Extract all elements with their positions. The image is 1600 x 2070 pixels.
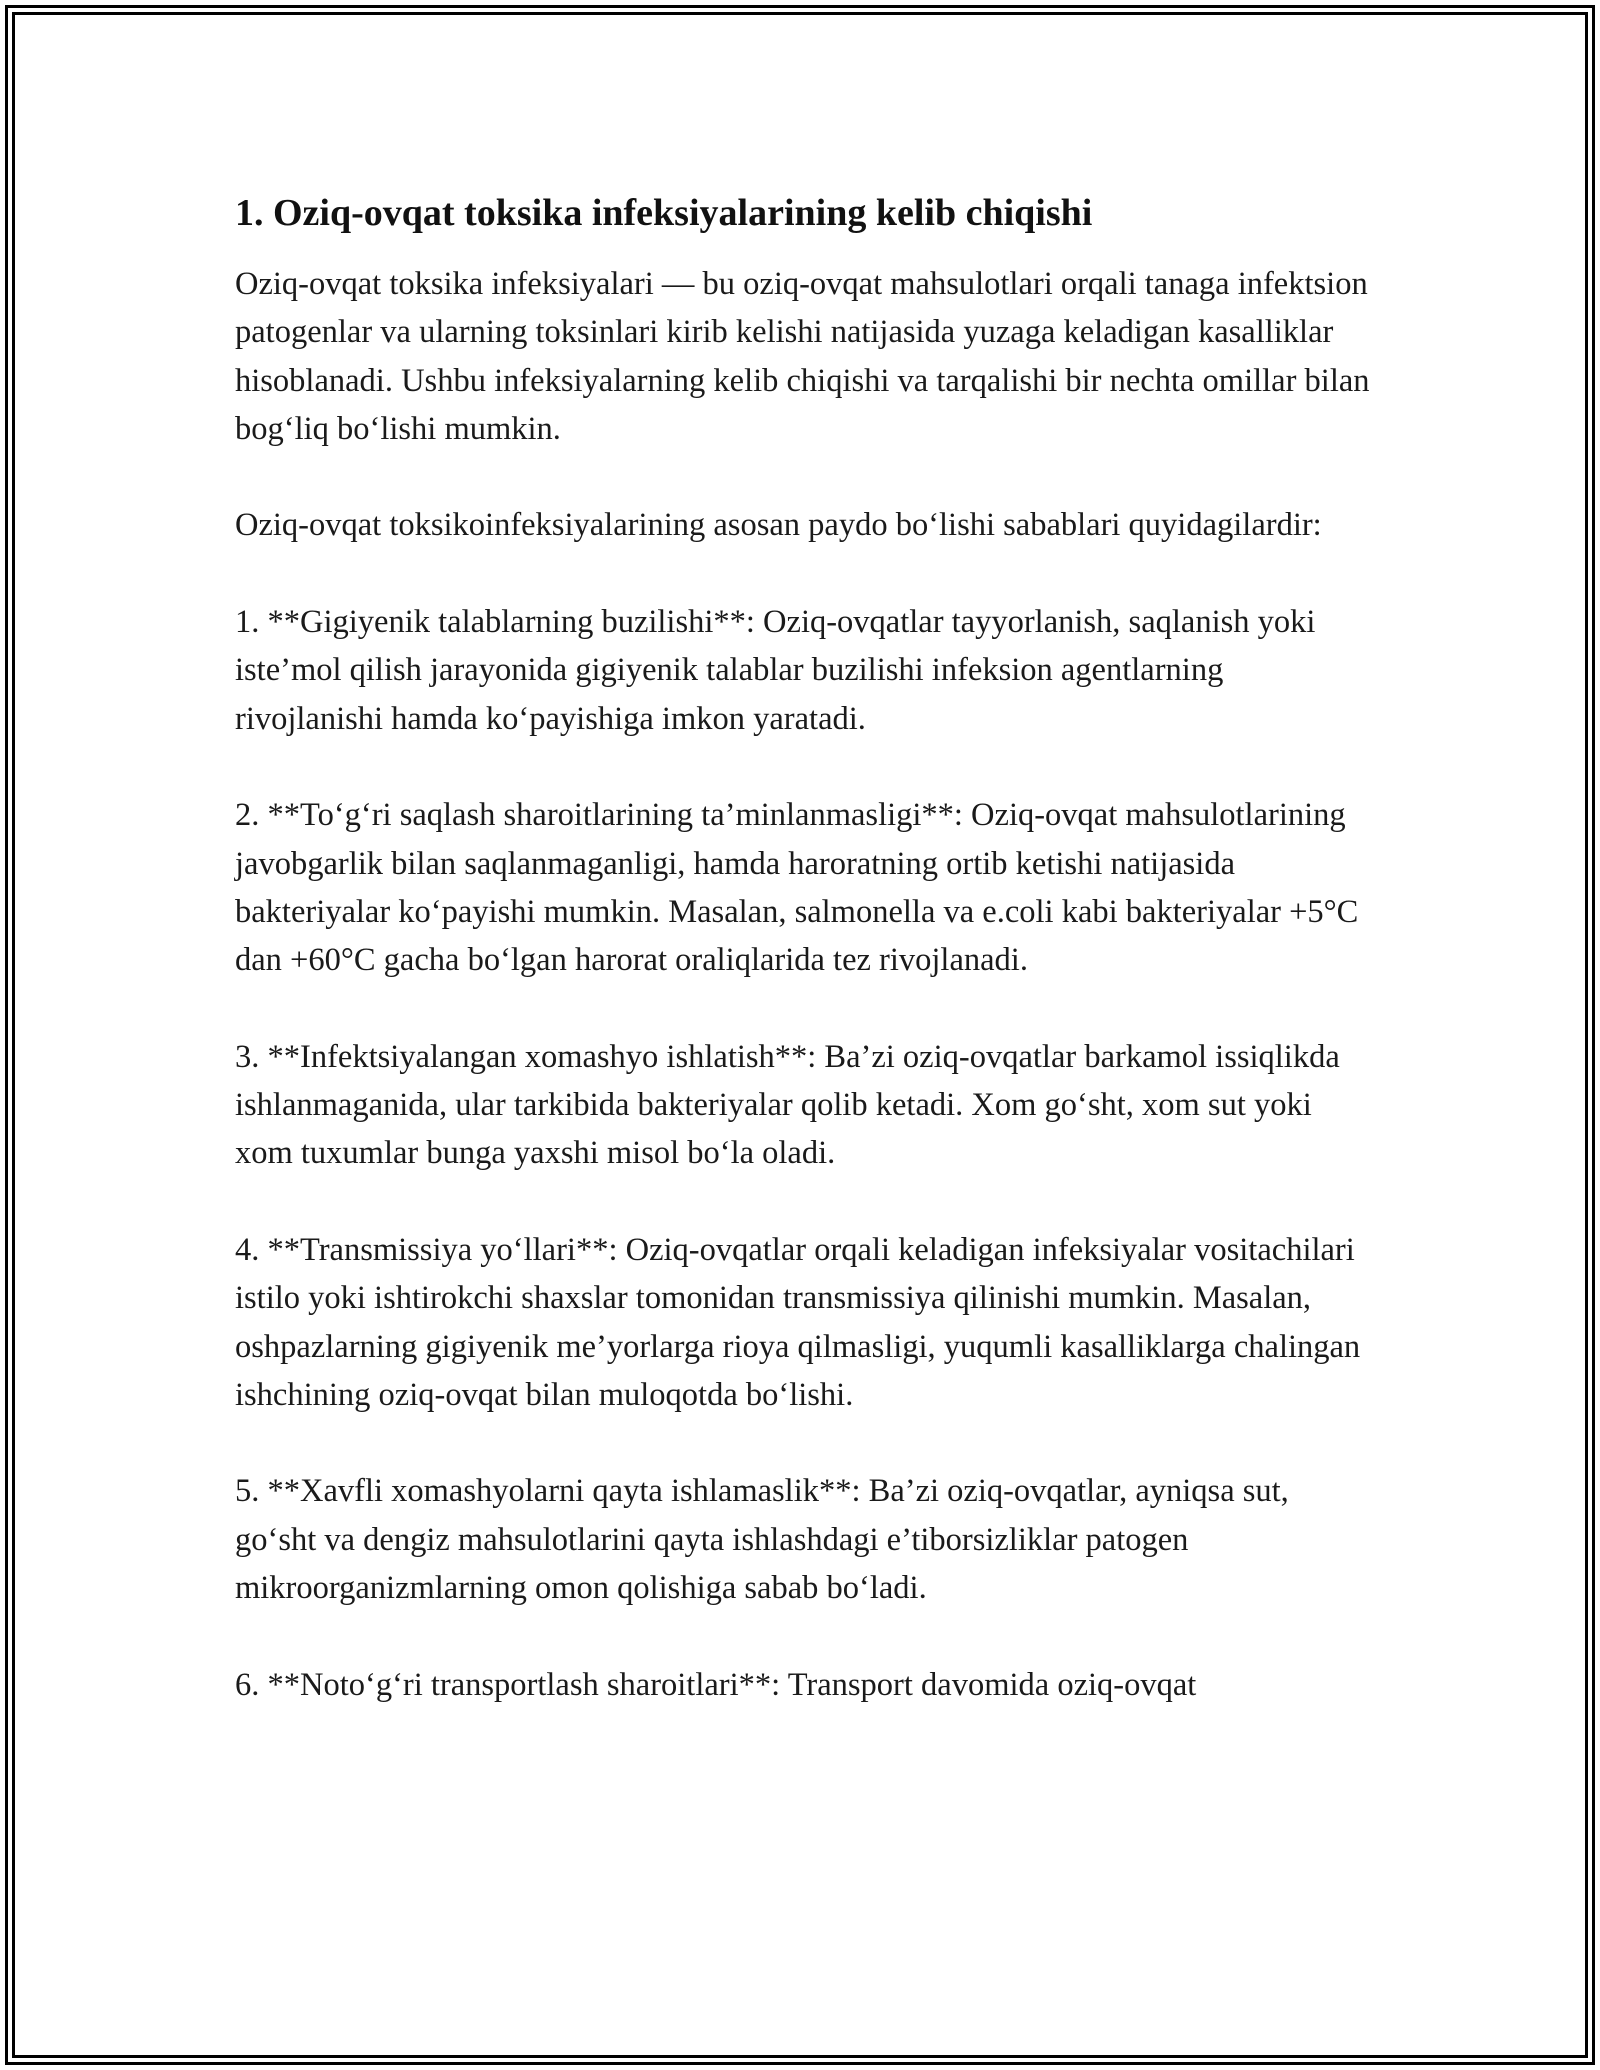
document-body [235,188,1375,1709]
list-item-hygiene: 1. **Gigiyenik talablarning buzilishi**: Oziq-ovqatlar tayyorlanish, saqlanish yoki iste’mol qilish jarayonida gigiyenik talablar buzilishi infeksion agentlarning rivojlanishi hamda ko‘payishiga imkon yaratadi. [235,604,1316,737]
list-item-transmission: 4. **Transmissiya yo‘llari**: Oziq-ovqatlar orqali keladigan infeksiyalar vositachilari istilo yoki ishtirokchi shaxslar tomonidan transmissiya qilinishi mumkin. Masalan, oshpazlarning gigiyenik me’yorlarga rioya qilmasligi, yuqumli kasalliklarga chalingan ishchining oziq-ovqat bilan muloqotda bo‘lishi. [235,1231,1361,1413]
list-item-transport: 6. **Noto‘g‘ri transportlash sharoitlari**: Transport davomida oziq-ovqat [235,1666,1197,1703]
list-item-raw-materials: 3. **Infektsiyalangan xomashyo ishlatish**: Ba’zi oziq-ovqatlar barkamol issiqlikda ishlanmaganida, ular tarkibida bakteriyalar qolib ketadi. Xom go‘sht, xom sut yoki xom tuxumlar bunga yaxshi misol bo‘la oladi. [235,1038,1340,1172]
paragraph-intro: Oziq-ovqat toksika infeksiyalari — bu oziq-ovqat mahsulotlari orqali tanaga infektsion patogenlar va ularning toksinlari kirib kelishi natijasida yuzaga keladigan kasalliklar hisoblanadi. Ushbu infeksiyalarning kelib chiqishi va tarqalishi bir nechta omillar bilan bog‘liq bo‘lishi mumkin. [235,266,1370,447]
list-item-storage: 2. **To‘g‘ri saqlash sharoitlarining ta’minlanmasligi**: Oziq-ovqat mahsulotlarining javobgarlik bilan saqlanmaganligi, hamda haroratning ortib ketishi natijasida bakteriyalar ko‘payishi mumkin. Masalan, salmonella va e.coli kabi bakteriyalar +5°C dan +60°C gacha bo‘lgan harorat oraliqlarida tez rivojlanadi. [235,797,1359,979]
paragraph-causes-lead: Oziq-ovqat toksikoinfeksiyalarining asosan paydo bo‘lishi sabablari quyidagilardir: [235,507,1322,544]
section-heading: 1. Oziq-ovqat toksika infeksiyalarining kelib chiqishi [235,192,1093,234]
list-item-processing: 5. **Xavfli xomashyolarni qayta ishlamaslik**: Ba’zi oziq-ovqatlar, ayniqsa sut, go‘sht va dengiz mahsulotlarini qayta ishlashdagi e’tiborsizliklar patogen mikroorganizmlarning omon qolishiga sabab bo‘ladi. [235,1473,1289,1607]
